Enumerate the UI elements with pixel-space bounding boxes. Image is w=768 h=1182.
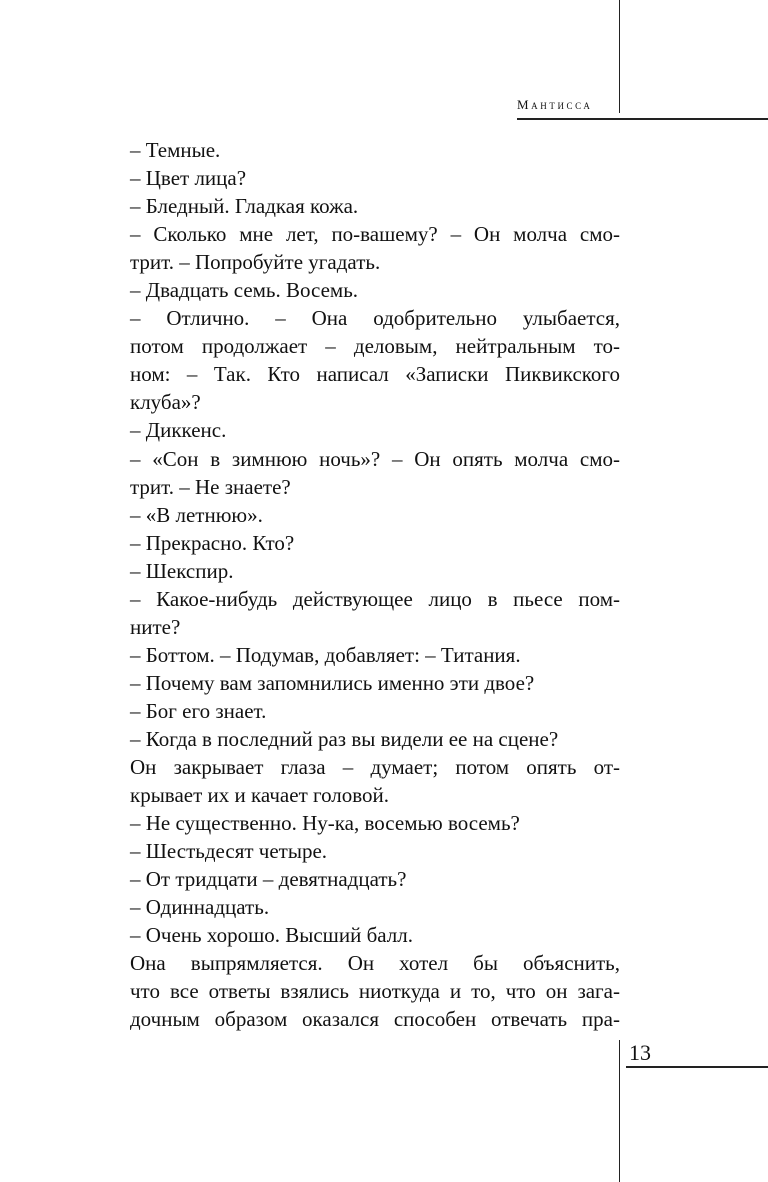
text-line: потом продолжает – деловым, нейтральным то- — [130, 334, 620, 359]
text-line: – Боттом. – Подумав, добавляет: – Титания. — [130, 642, 521, 667]
text-line: что все ответы взялись ниоткуда и то, что он зага- — [130, 979, 620, 1004]
text-line: – «В летнюю». — [130, 502, 263, 527]
text-line: – Не существенно. Ну-ка, восемью восемь? — [130, 811, 520, 836]
text-line: трит. – Попробуйте угадать. — [130, 250, 381, 275]
folio-rule — [626, 1066, 768, 1068]
text-line: – Сколько мне лет, по-вашему? – Он молча смо- — [130, 222, 620, 247]
text-line: – Когда в последний раз вы видели ее на сцене? — [130, 726, 559, 751]
bottom-vertical-rule — [619, 1040, 620, 1182]
text-line: – Цвет лица? — [130, 166, 247, 191]
text-line: – Какое-нибудь действующее лицо в пьесе пом- — [130, 586, 620, 611]
page-number: 13 — [629, 1040, 651, 1065]
text-line: – От тридцати – девятнадцать? — [130, 867, 407, 892]
text-line: дочным образом оказался способен отвечать пра- — [130, 1007, 620, 1032]
text-line: Он закрывает глаза – думает; потом опять от- — [130, 755, 620, 780]
text-line: – Темные. — [130, 138, 221, 162]
text-line: ните? — [130, 614, 181, 639]
text-line: – Одиннадцать. — [130, 895, 270, 920]
text-line: трит. – Не знаете? — [130, 474, 291, 499]
text-line: клуба»? — [130, 390, 201, 415]
text-line: – Очень хорошо. Высший балл. — [130, 923, 413, 948]
text-line: ном: – Так. Кто написал «Записки Пиквикского — [130, 362, 620, 387]
text-line: – Диккенс. — [130, 418, 227, 443]
header-rule — [517, 118, 768, 120]
text-line: Она выпрямляется. Он хотел бы объяснить, — [130, 951, 620, 976]
text-line: – Шекспир. — [130, 558, 234, 583]
top-vertical-rule — [619, 0, 620, 113]
body-text — [130, 136, 620, 1034]
running-head: Мантисса — [517, 97, 593, 112]
text-line: – Двадцать семь. Восемь. — [130, 278, 359, 303]
text-line: – Шестьдесят четыре. — [130, 839, 328, 864]
text-line: – «Сон в зимнюю ночь»? – Он опять молча смо- — [130, 446, 620, 471]
text-line: – Почему вам запомнились именно эти двое? — [130, 670, 535, 695]
text-line: – Отлично. – Она одобрительно улыбается, — [130, 306, 620, 331]
text-line: – Бог его знает. — [130, 698, 267, 723]
text-line: крывает их и качает головой. — [130, 783, 390, 808]
text-line: – Прекрасно. Кто? — [130, 530, 295, 555]
text-line: – Бледный. Гладкая кожа. — [130, 194, 359, 219]
